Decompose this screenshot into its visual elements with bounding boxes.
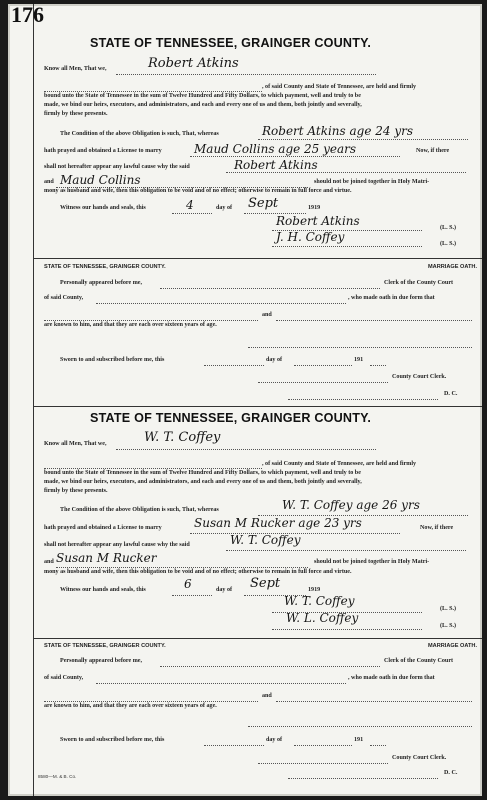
witness-month: Sept <box>248 196 279 211</box>
impediment-text: shall not hereafter appear any lawful cause why the said <box>44 542 190 548</box>
rule <box>272 246 422 247</box>
applicant-entry: Robert Atkins age 24 yrs <box>262 124 414 138</box>
know-all-men-label: Know all Men, That we, <box>44 441 107 447</box>
rule <box>258 382 388 383</box>
bound-line-3: made, we bind our heirs, executors, and administrators, and each and every one of us and them, both jointly and severally, <box>44 479 362 485</box>
rule <box>44 320 258 321</box>
rule <box>258 139 468 140</box>
bond-title: STATE OF TENNESSEE, GRAINGER COUNTY. <box>90 36 372 50</box>
rule <box>276 320 472 321</box>
signature-2: W. L. Coffey <box>286 611 359 625</box>
now-if-text: Now, if there <box>420 525 454 531</box>
rule <box>288 778 438 779</box>
oath-year: 191 <box>354 737 364 743</box>
day-of-label: day of <box>216 205 233 211</box>
marriage-oath-label: MARRIAGE OATH. <box>428 264 477 270</box>
bound-line-3: made, we bind our heirs, executors, and administrators, and each and every one of us and them, both jointly and severally, <box>44 102 362 108</box>
of-said-county: of said County, <box>44 675 84 681</box>
witness-day: 4 <box>186 198 194 212</box>
rule <box>226 550 466 551</box>
of-said-county: of said County, <box>44 295 84 301</box>
ls-label-2: (L. S.) <box>440 623 457 629</box>
county-court-clerk: County Court Clerk. <box>392 374 447 380</box>
county-court-clerk: County Court Clerk. <box>392 755 447 761</box>
known-text: are known to him, and that they are each over sixteen years of age. <box>44 703 217 709</box>
day-of-label: day of <box>266 357 283 363</box>
rule <box>204 365 264 366</box>
bound-line-1: , of said County and State of Tennessee, are held and firmly <box>262 84 417 90</box>
rule <box>96 303 346 304</box>
bound-line-2: bound unto the State of Tennessee in the sum of Twelve Hundred and Fifty Dollars, to which payment, well and truly to be <box>44 93 361 99</box>
witness-text: Witness our hands and seals, this <box>60 205 146 211</box>
license-text: hath prayed and obtained a License to marry <box>44 525 162 531</box>
clerk-text: Clerk of the County Court <box>384 280 454 286</box>
bound-line-2: bound unto the State of Tennessee in the sum of Twelve Hundred and Fifty Dollars, to which payment, well and truly to be <box>44 470 361 476</box>
page-number: 176 <box>11 2 44 27</box>
know-all-men-label: Know all Men, That we, <box>44 66 107 72</box>
personally-text: Personally appeared before me, <box>60 280 143 286</box>
rule <box>116 449 376 450</box>
signature-1: Robert Atkins <box>276 214 360 228</box>
sworn-text: Sworn to and subscribed before me, this <box>60 737 165 743</box>
bond-title: STATE OF TENNESSEE, GRAINGER COUNTY. <box>90 411 372 425</box>
personally-text: Personally appeared before me, <box>60 658 143 664</box>
rule <box>160 288 380 289</box>
witness-year: 1919 <box>308 205 321 211</box>
principal-name: Robert Atkins <box>148 56 239 71</box>
printer-stamp: 8580—M. & B. Co. <box>38 774 77 779</box>
witness-day: 6 <box>184 577 192 591</box>
rule <box>116 74 376 75</box>
bride-entry: Susan M Rucker age 23 yrs <box>194 516 362 530</box>
void-line: mony as husband and wife, then this obligation to be void and of no effect; otherwise to remain in full force and virtue. <box>44 188 352 194</box>
who-made-oath: , who made oath in due form that <box>348 295 435 301</box>
condition-text: The Condition of the above Obligation is such, That, whereas <box>60 131 219 137</box>
and-label: and <box>262 693 272 699</box>
section-divider <box>33 406 482 407</box>
license-text: hath prayed and obtained a License to marry <box>44 148 162 154</box>
ls-label-1: (L. S.) <box>440 225 457 231</box>
oath-state: STATE OF TENNESSEE, GRAINGER COUNTY. <box>44 643 166 649</box>
day-of-label: day of <box>216 587 233 593</box>
principal-name: W. T. Coffey <box>144 430 221 445</box>
rule <box>294 745 352 746</box>
oath-state: STATE OF TENNESSEE, GRAINGER COUNTY. <box>44 264 166 270</box>
rule <box>204 745 264 746</box>
who-made-oath: , who made oath in due form that <box>348 675 435 681</box>
rule <box>248 726 472 727</box>
ls-label-1: (L. S.) <box>440 606 457 612</box>
rule <box>172 213 212 214</box>
void-line: mony as husband and wife, then this obligation to be void and of no effect; otherwise to remain in full force and virtue. <box>44 569 352 575</box>
bound-line-4: firmly by these presents. <box>44 111 108 117</box>
bride-repeat: Maud Collins <box>60 173 141 187</box>
deputy-clerk: D. C. <box>444 770 458 776</box>
section-divider <box>33 258 482 259</box>
ls-label-2: (L. S.) <box>440 241 457 247</box>
rule <box>44 91 262 92</box>
section-divider <box>33 638 482 639</box>
signature-1: W. T. Coffey <box>284 594 355 608</box>
rule <box>160 666 380 667</box>
rule <box>370 365 386 366</box>
now-if-text: Now, if there <box>416 148 450 154</box>
rule <box>258 763 388 764</box>
applicant-entry: W. T. Coffey age 26 yrs <box>282 498 420 512</box>
not-joined-text: should not be joined together in Holy Matri- <box>314 179 430 185</box>
and-label: and <box>44 179 54 185</box>
known-text: are known to him, and that they are each over sixteen years of age. <box>44 322 217 328</box>
groom-repeat: W. T. Coffey <box>230 533 301 547</box>
bound-line-1: , of said County and State of Tennessee, are held and firmly <box>262 461 417 467</box>
bound-line-4: firmly by these presents. <box>44 488 108 494</box>
oath-year: 191 <box>354 357 364 363</box>
rule <box>276 701 472 702</box>
bride-entry: Maud Collins age 25 years <box>194 142 357 156</box>
witness-year: 1919 <box>308 587 321 593</box>
clerk-text: Clerk of the County Court <box>384 658 454 664</box>
marriage-oath-label: MARRIAGE OATH. <box>428 643 477 649</box>
and-label: and <box>262 312 272 318</box>
rule <box>272 629 422 630</box>
rule <box>56 567 308 568</box>
day-of-label: day of <box>266 737 283 743</box>
witness-month: Sept <box>250 576 281 591</box>
left-margin-rule <box>33 4 34 796</box>
marriage-record-page <box>8 4 482 796</box>
witness-text: Witness our hands and seals, this <box>60 587 146 593</box>
rule <box>226 172 466 173</box>
and-label: and <box>44 559 54 565</box>
signature-2: J. H. Coffey <box>276 230 345 244</box>
rule <box>370 745 386 746</box>
rule <box>248 347 472 348</box>
bride-repeat: Susan M Rucker <box>56 551 157 565</box>
rule <box>172 595 212 596</box>
condition-text: The Condition of the above Obligation is such, That, whereas <box>60 507 219 513</box>
rule <box>44 468 262 469</box>
rule <box>294 365 352 366</box>
rule <box>288 399 438 400</box>
not-joined-text: should not be joined together in Holy Matri- <box>314 559 430 565</box>
impediment-text: shall not hereafter appear any lawful cause why the said <box>44 164 190 170</box>
rule <box>44 701 258 702</box>
deputy-clerk: D. C. <box>444 391 458 397</box>
rule <box>190 156 400 157</box>
sworn-text: Sworn to and subscribed before me, this <box>60 357 165 363</box>
rule <box>96 683 346 684</box>
groom-repeat: Robert Atkins <box>234 158 318 172</box>
